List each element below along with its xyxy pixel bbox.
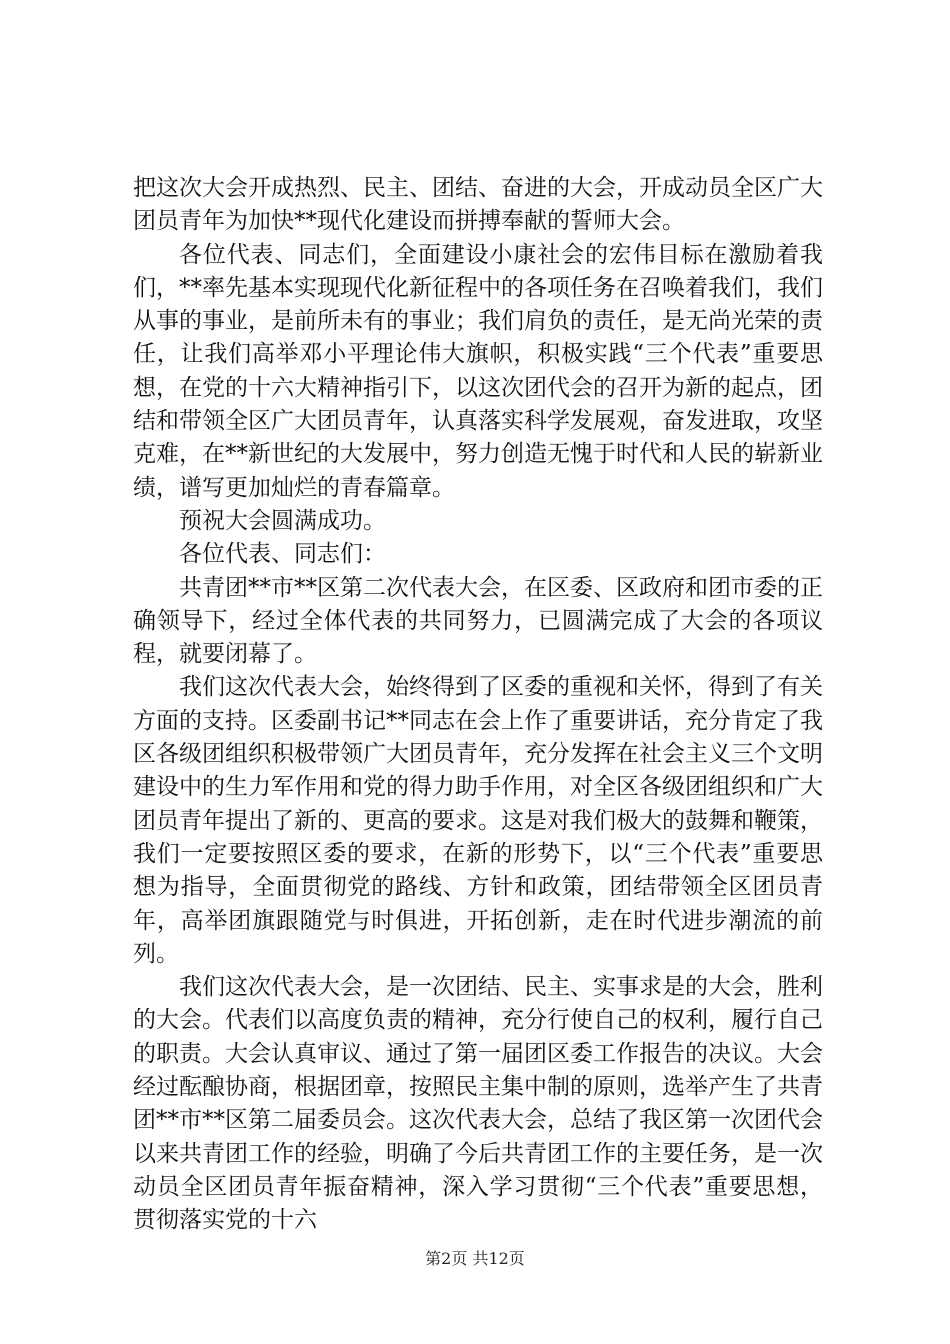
- page-number-label: 第2页 共12页: [425, 1249, 525, 1268]
- paragraph: 共青团**市**区第二次代表大会，在区委、区政府和团市委的正确领导下，经过全体代表的共同努力，已圆满完成了大会的各项议程，就要闭幕了。: [133, 574, 823, 668]
- paragraph: 各位代表、同志们：: [179, 541, 386, 568]
- paragraph: 我们这次代表大会，是一次团结、民主、实事求是的大会，胜利的大会。代表们以高度负责的精神，充分行使自己的权利，履行自己的职责。大会认真审议、通过了第一届团区委工作报告的决议。大会经过酝酿协商，根据团章，按照民主集中制的原则，选举产生了共青团**市**区第二届委员会。这次代表大会，总结了我区第一次团代会以来共青团工作的经验，明确了今后共青团工作的主要任务，是一次动员全区团员青年振奋精神，深入学习贯彻“三个代表”重要思想，贯彻落实党的十六: [133, 974, 823, 1234]
- paragraph: 我们这次代表大会，始终得到了区委的重视和关怀，得到了有关方面的支持。区委副书记**同志在会上作了重要讲话，充分肯定了我区各级团组织积极带领广大团员青年，充分发挥在社会主义三个文明建设中的生力军作用和党的得力助手作用，对全区各级团组织和广大团员青年提出了新的、更高的要求。这是对我们极大的鼓舞和鞭策，我们一定要按照区委的要求，在新的形势下，以“三个代表”重要思想为指导，全面贯彻党的路线、方针和政策，团结带领全区团员青年，高举团旗跟随党与时俱进，开拓创新，走在时代进步潮流的前列。: [133, 674, 823, 967]
- paragraph: 预祝大会圆满成功。: [179, 507, 386, 534]
- paragraph: 各位代表、同志们，全面建设小康社会的宏伟目标在激励着我们，**率先基本实现现代化新征程中的各项任务在召唤着我们，我们从事的事业，是前所未有的事业；我们肩负的责任，是无尚光荣的责任，让我们高举邓小平理论伟大旗帜，积极实践“三个代表”重要思想，在党的十六大精神指引下，以这次团代会的召开为新的起点，团结和带领全区广大团员青年，认真落实科学发展观，奋发进取，攻坚克难，在**新世纪的大发展中，努力创造无愧于时代和人民的崭新业绩，谱写更加灿烂的青春篇章。: [133, 241, 823, 501]
- document-body: [133, 172, 823, 1238]
- page-footer: [0, 1249, 950, 1269]
- paragraph: 把这次大会开成热烈、民主、团结、奋进的大会，开成动员全区广大团员青年为加快**现代化建设而拼搏奉献的誓师大会。: [133, 175, 823, 235]
